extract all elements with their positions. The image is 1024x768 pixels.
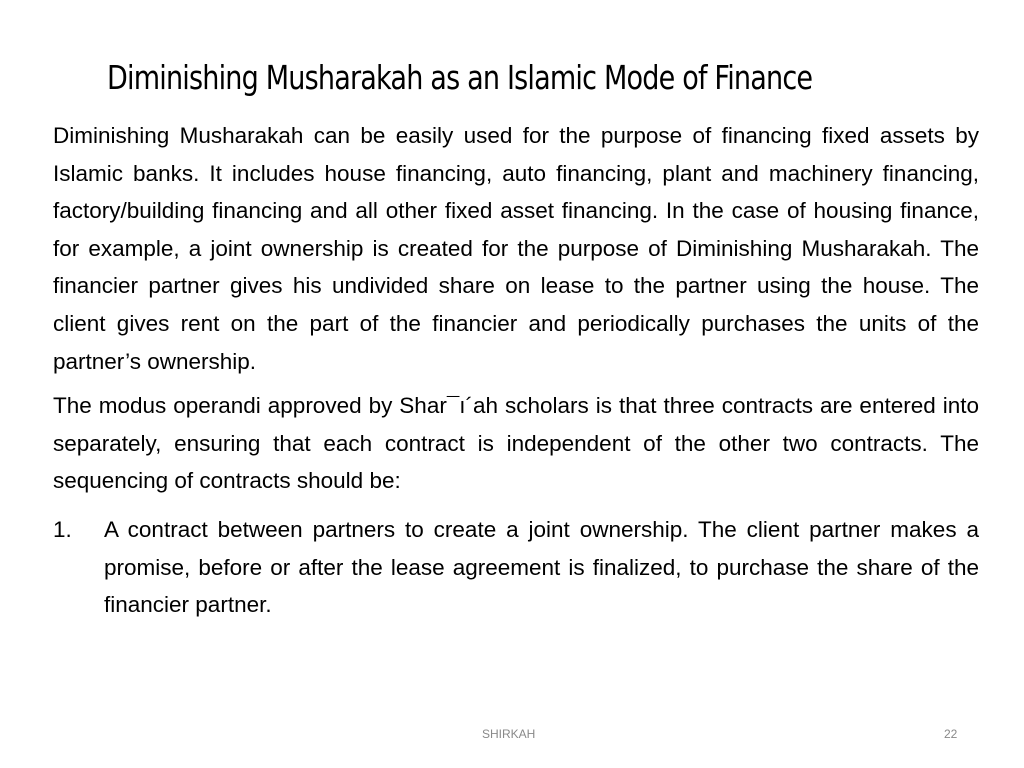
body-paragraph-modus-operandi: The modus operandi approved by Shar¯ı´ah scholars is that three contracts are entered into separately, ensuring that each contract is independent of the other two contracts. The sequencing of contracts should be: — [53, 393, 979, 494]
slide-title: Diminishing Musharakah as an Islamic Mode of Finance — [107, 58, 813, 97]
list-item-number: 1. — [53, 516, 72, 542]
slide-content — [53, 117, 979, 624]
list-item — [53, 511, 979, 624]
list-item-text: A contract between partners to create a joint ownership. The client partner makes a promise, before or after the lease agreement is finalized, to purchase the share of the financier partner. — [104, 516, 979, 618]
body-paragraph-financing: Diminishing Musharakah can be easily used for the purpose of financing fixed assets by Islamic banks. It includes house financing, auto financing, plant and machinery financing, factory/building financing and all other fixed asset financing. In the case of housing finance, for example, a joint ownership is created for the purpose of Diminishing Musharakah. The financier partner gives his undivided share on lease to the partner using the house. The client gives rent on the part of the financier and periodically purchases the units of the partner’s ownership. — [53, 123, 979, 374]
page-number: 22 — [944, 727, 958, 741]
footer-label: SHIRKAH — [482, 727, 536, 741]
